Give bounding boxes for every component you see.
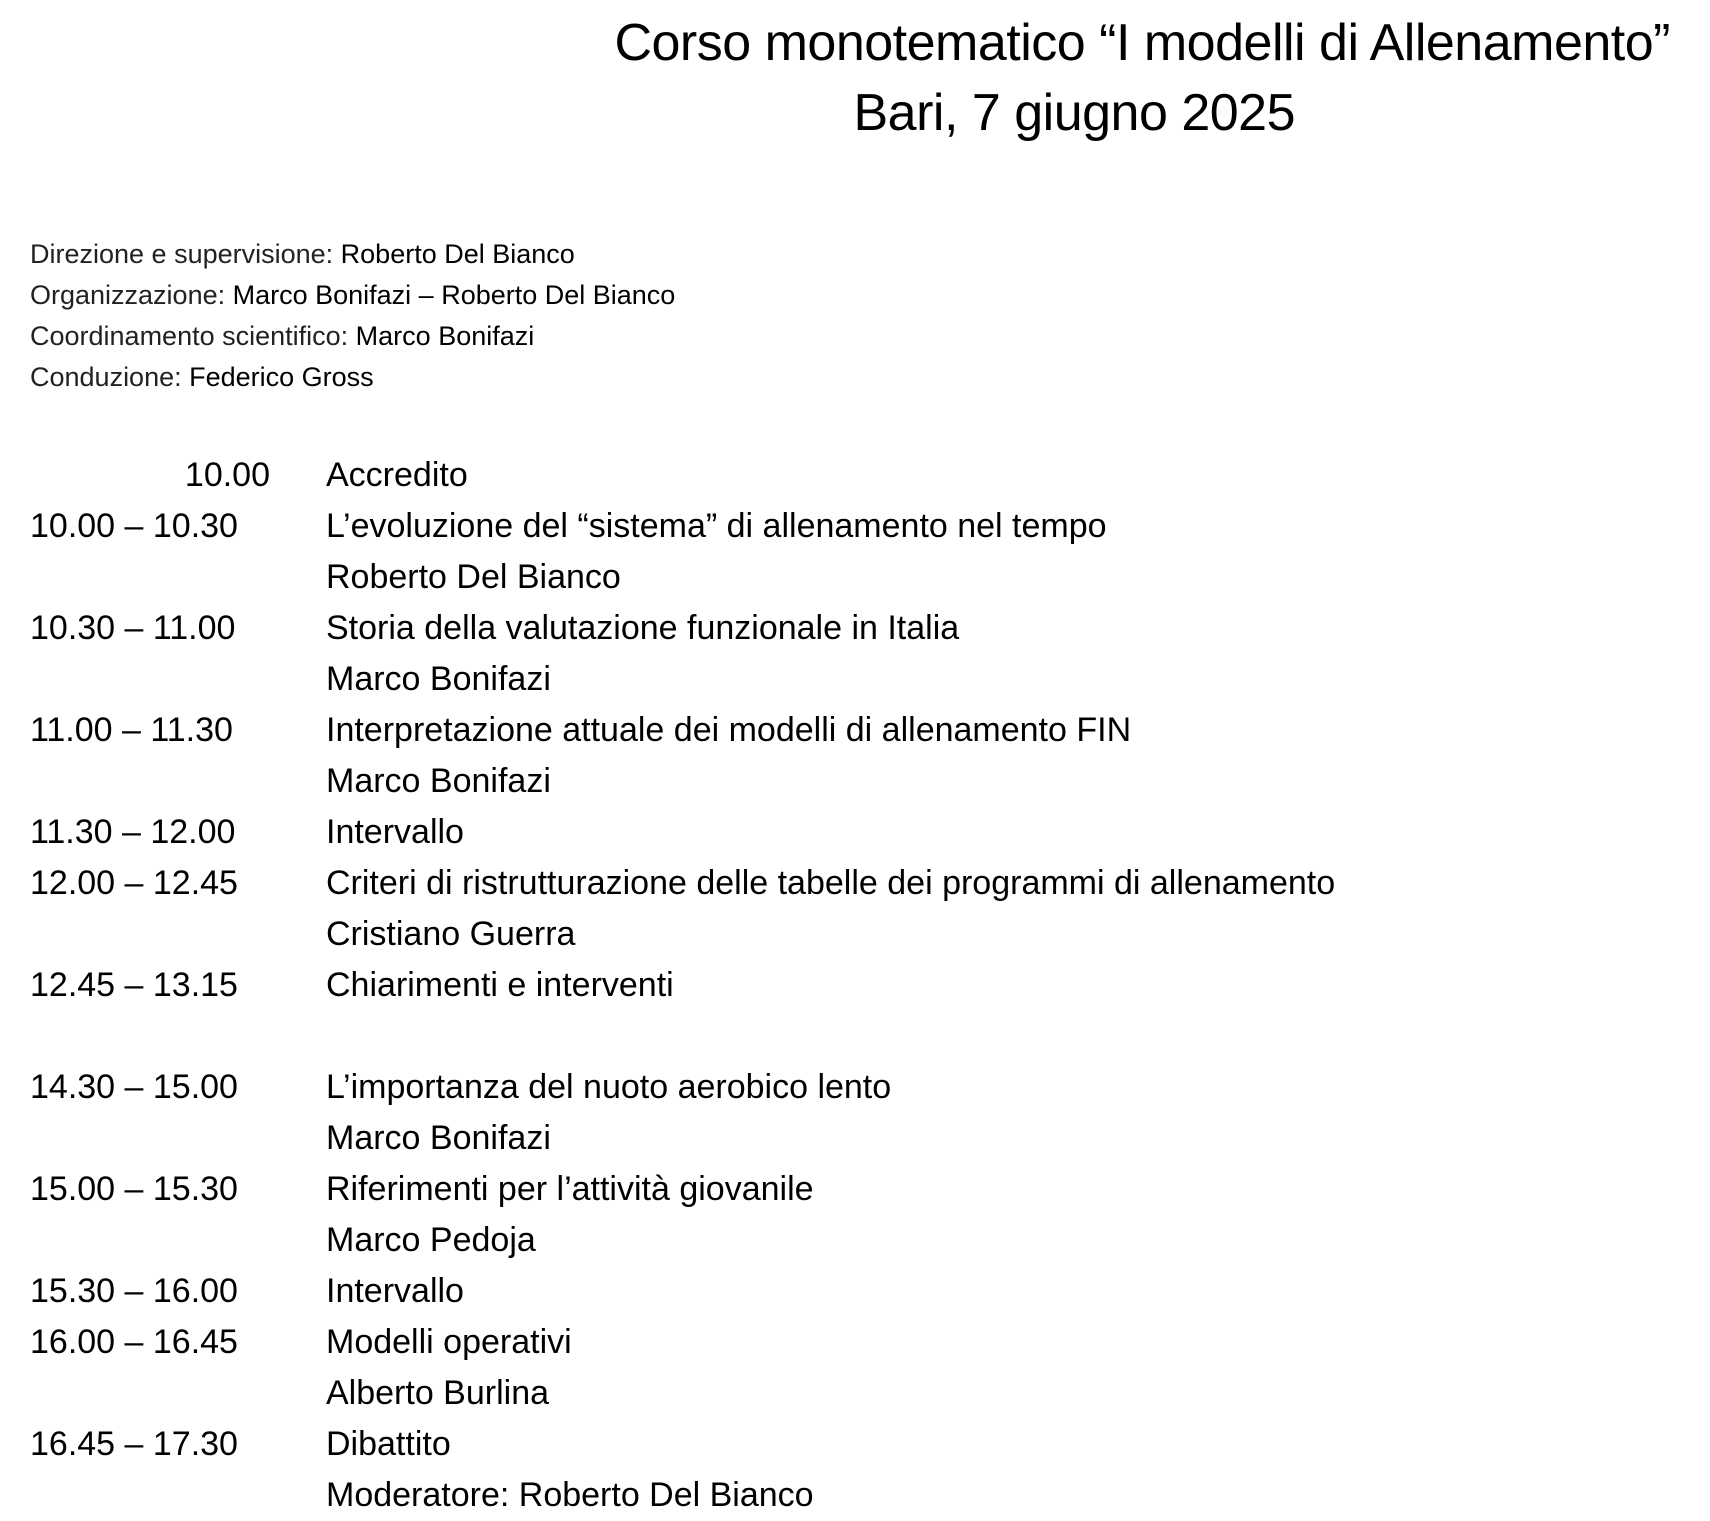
session-time: 14.30 – 15.00	[30, 1068, 238, 1106]
page-title	[0, 8, 1670, 148]
schedule-row	[30, 1062, 1680, 1113]
session-moderator	[326, 1470, 814, 1521]
credit-scientific-coordination	[30, 316, 675, 357]
session-speaker: Alberto Burlina	[326, 1374, 550, 1412]
session-topic: Criteri di ristrutturazione delle tabelle dei programmi di allenamento	[326, 864, 1336, 902]
session-topic: L’evoluzione del “sistema” di allenamento nel tempo	[326, 507, 1107, 545]
speaker-row	[30, 909, 1680, 960]
session-time: 11.30 – 12.00	[30, 813, 236, 851]
credit-label: Direzione e supervisione:	[30, 239, 341, 269]
speaker-row	[30, 552, 1680, 603]
credit-organization	[30, 275, 675, 316]
credit-direction	[30, 234, 675, 275]
schedule-row	[30, 1266, 1680, 1317]
schedule-row	[30, 603, 1680, 654]
schedule-row	[30, 450, 1680, 501]
session-speaker: Marco Pedoja	[326, 1221, 536, 1259]
session-time: 15.00 – 15.30	[30, 1170, 238, 1208]
session-time: 15.30 – 16.00	[30, 1272, 238, 1310]
schedule-row	[30, 960, 1680, 1011]
schedule-row	[30, 1317, 1680, 1368]
session-time: 10.30 – 11.00	[30, 609, 236, 647]
session-speaker: Marco Bonifazi	[326, 660, 551, 698]
session-topic: Intervallo	[326, 813, 464, 851]
session-topic: Chiarimenti e interventi	[326, 966, 674, 1004]
session-topic: Modelli operativi	[326, 1323, 572, 1361]
speaker-row	[30, 1113, 1680, 1164]
schedule-row	[30, 705, 1680, 756]
session-time: 11.00 – 11.30	[30, 711, 233, 749]
speaker-row	[30, 1215, 1680, 1266]
schedule-row	[30, 858, 1680, 909]
credit-value: Roberto Del Bianco	[340, 239, 575, 269]
schedule-row	[30, 1164, 1680, 1215]
session-speaker: Marco Bonifazi	[326, 1119, 551, 1157]
session-topic: Intervallo	[326, 1272, 464, 1310]
credit-value: Marco Bonifazi	[355, 321, 535, 351]
credits-block	[30, 234, 675, 398]
session-time: 16.00 – 16.45	[30, 1323, 238, 1361]
credit-conduction	[30, 357, 675, 398]
title-course: Corso monotematico “I modelli di Allenamento”	[614, 14, 1670, 72]
session-speaker: Cristiano Guerra	[326, 915, 576, 953]
session-time: 12.45 – 13.15	[30, 966, 238, 1004]
session-topic: Riferimenti per l’attività giovanile	[326, 1170, 814, 1208]
session-speaker: Roberto Del Bianco	[326, 558, 621, 596]
session-time: 12.00 – 12.45	[30, 864, 238, 902]
credit-label: Organizzazione:	[30, 280, 233, 310]
schedule-row	[30, 807, 1680, 858]
session-topic: Accredito	[326, 456, 468, 494]
session-time: 16.45 – 17.30	[30, 1425, 238, 1463]
moderator-name: Roberto Del Bianco	[518, 1476, 814, 1514]
speaker-row	[30, 1368, 1680, 1419]
session-topic: Interpretazione attuale dei modelli di allenamento FIN	[326, 711, 1132, 749]
moderator-row	[30, 1470, 1680, 1521]
session-topic: Dibattito	[326, 1425, 451, 1463]
speaker-row	[30, 756, 1680, 807]
schedule-row	[30, 1419, 1680, 1470]
credit-label: Coordinamento scientifico:	[30, 321, 356, 351]
section-gap	[30, 1011, 1680, 1062]
credit-value: Federico Gross	[189, 362, 374, 392]
credit-value: Marco Bonifazi – Roberto Del Bianco	[232, 280, 676, 310]
session-time: 10.00	[184, 456, 270, 494]
session-topic: Storia della valutazione funzionale in Italia	[326, 609, 960, 647]
schedule-row	[30, 501, 1680, 552]
session-topic: L’importanza del nuoto aerobico lento	[326, 1068, 892, 1106]
title-place-date: Bari, 7 giugno 2025	[853, 84, 1295, 142]
session-speaker: Marco Bonifazi	[326, 762, 551, 800]
session-time: 10.00 – 10.30	[30, 507, 238, 545]
speaker-row	[30, 654, 1680, 705]
schedule	[30, 450, 1680, 1521]
credit-label: Conduzione:	[30, 362, 190, 392]
moderator-label: Moderatore:	[326, 1476, 519, 1514]
